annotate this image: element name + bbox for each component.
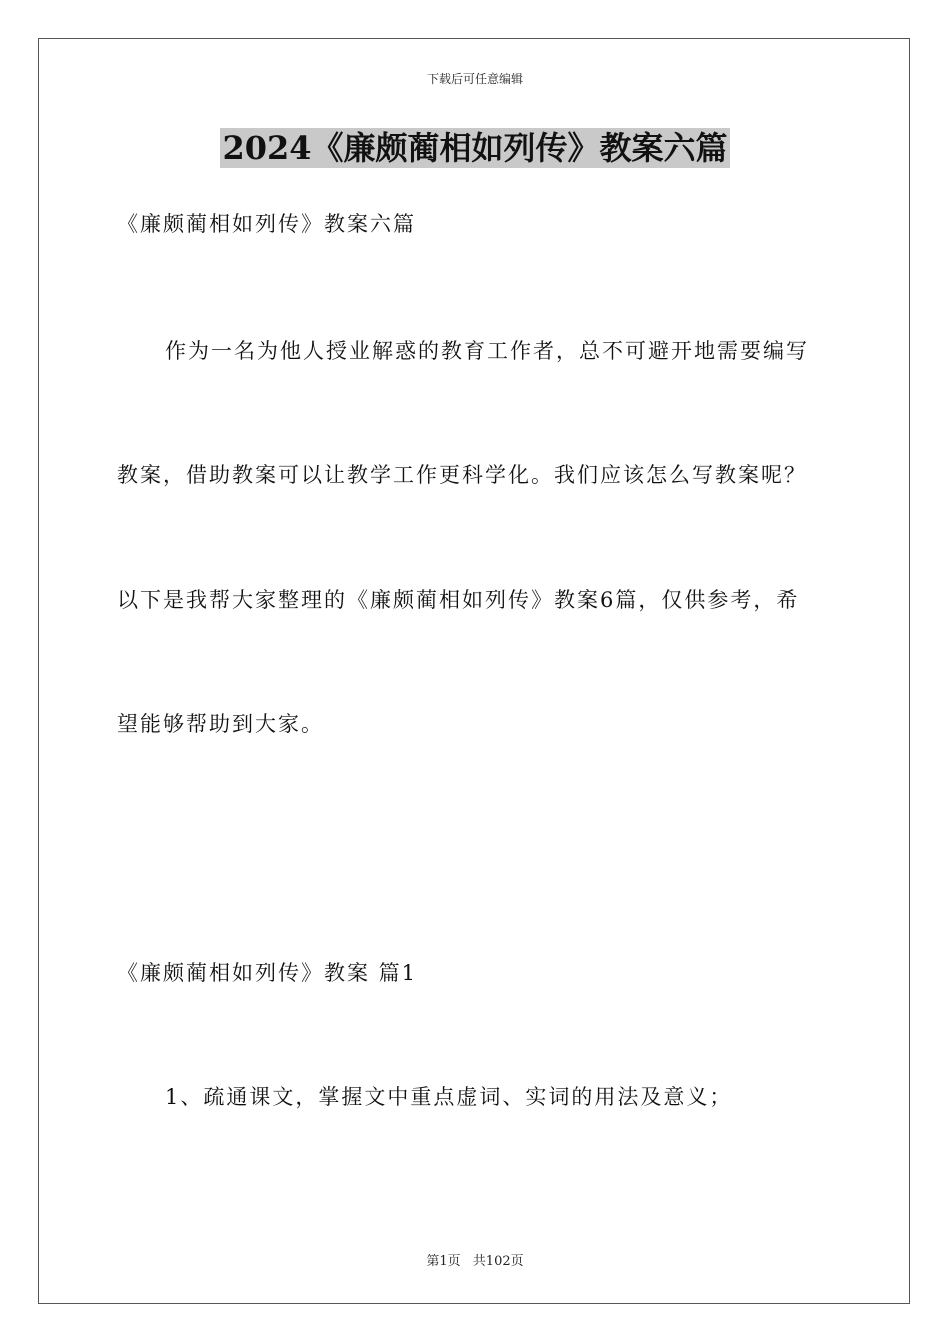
section-item: 1、疏通课文，掌握文中重点虚词、实词的用法及意义； <box>165 1085 733 1109</box>
page-footer <box>0 1250 950 1269</box>
intro-line-2: 教案，借助教案可以让教学工作更科学化。我们应该怎么写教案呢？ <box>117 463 807 487</box>
page-total: 共102页 <box>472 1254 524 1269</box>
page-header: 下载后可任意编辑 <box>426 72 523 86</box>
document-title: 2024《廉颇蔺相如列传》教案六篇 <box>222 129 728 167</box>
page-number: 第1页 <box>426 1254 461 1269</box>
section-heading: 《廉颇蔺相如列传》教案 篇1 <box>117 961 418 985</box>
document-subtitle: 《廉颇蔺相如列传》教案六篇 <box>117 212 416 236</box>
title-container <box>0 128 950 168</box>
intro-line-4: 望能够帮助到大家。 <box>117 712 324 736</box>
intro-line-3: 以下是我帮大家整理的《廉颇蔺相如列传》教案6篇，仅供参考，希 <box>117 588 800 612</box>
intro-line-1: 作为一名为他人授业解惑的教育工作者，总不可避开地需要编写 <box>165 339 809 363</box>
